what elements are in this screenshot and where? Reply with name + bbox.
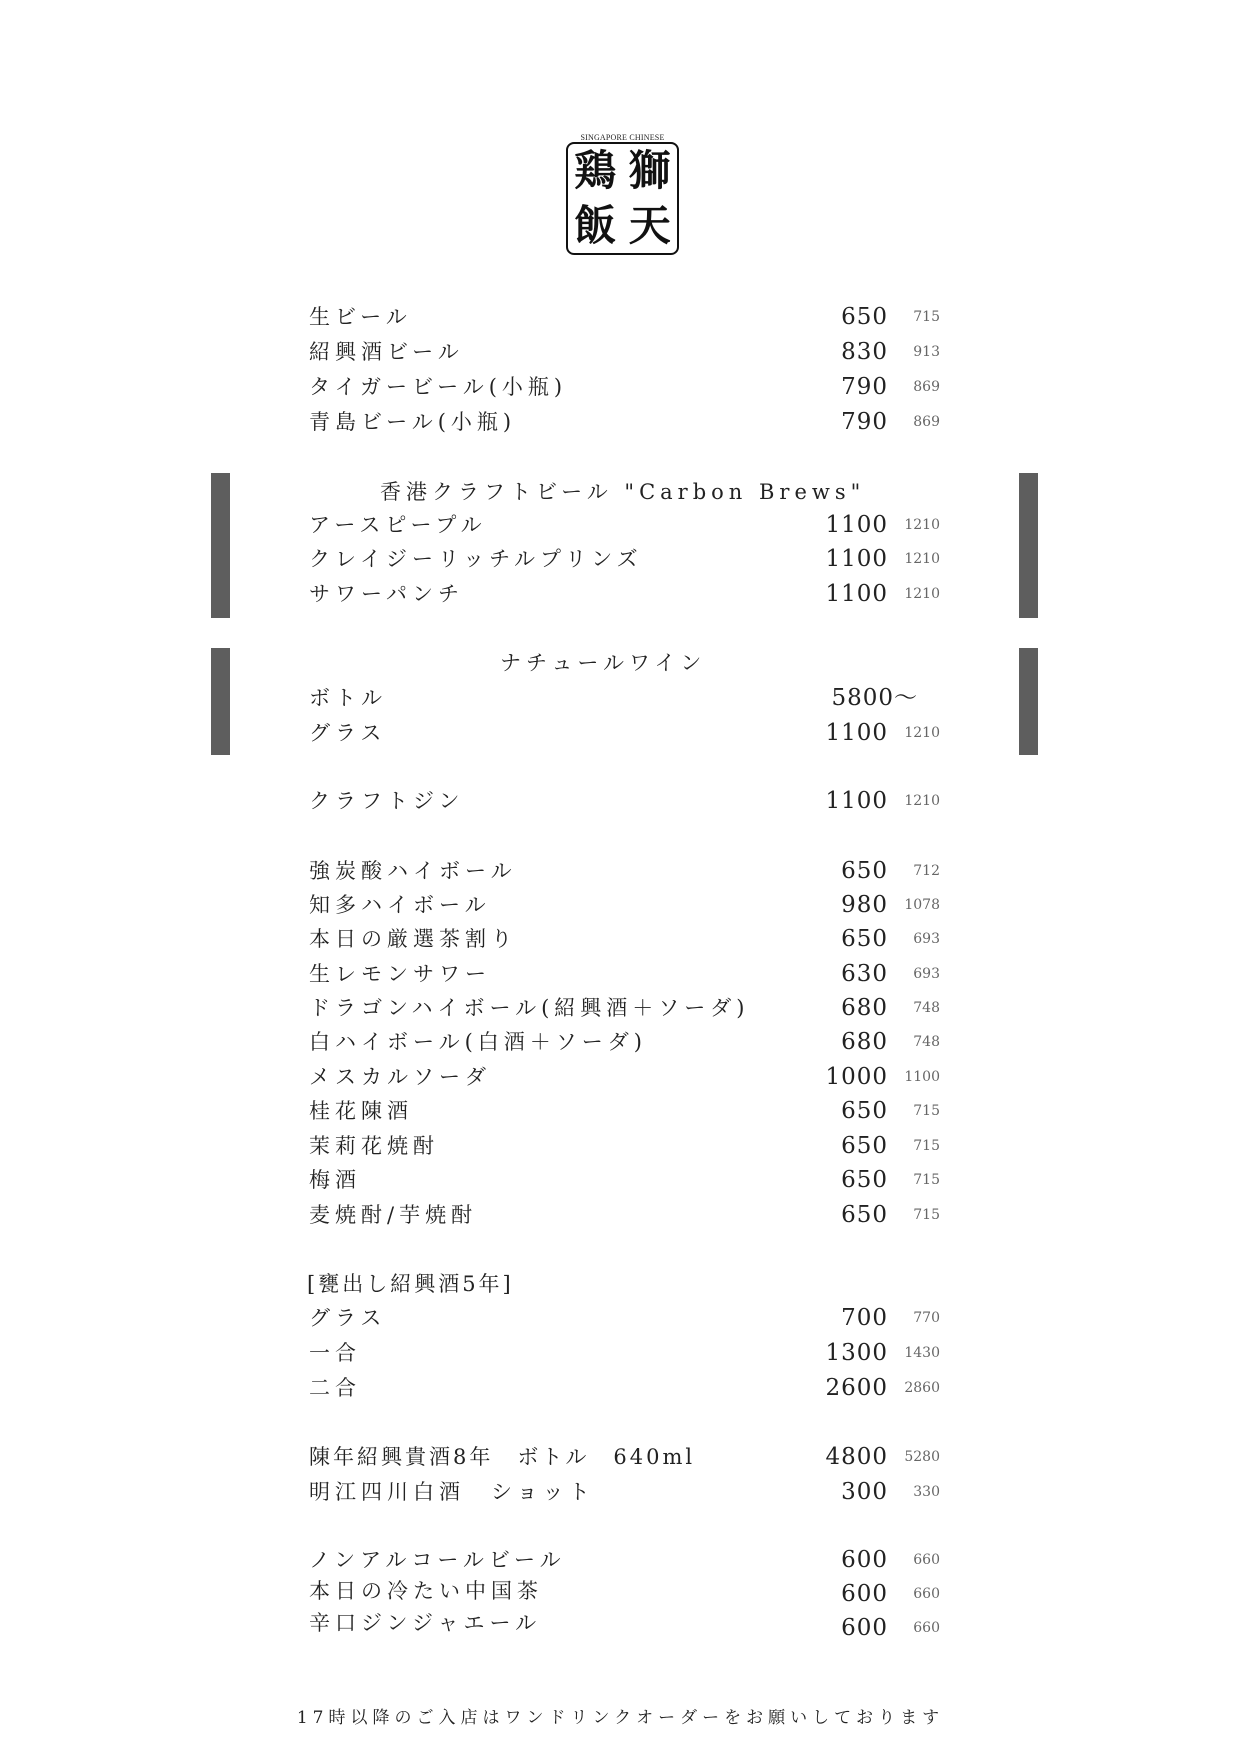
menu-item-name: 強炭酸ハイボール bbox=[309, 859, 517, 883]
menu-item-name: グラス bbox=[309, 1306, 387, 1330]
left-decor-bar bbox=[211, 648, 230, 755]
menu-item-name: 梅酒 bbox=[309, 1168, 361, 1192]
menu-item-tax-price: 770 bbox=[913, 1310, 940, 1326]
menu-item-name: 生レモンサワー bbox=[309, 962, 491, 986]
menu-item-price: 1100 bbox=[825, 546, 888, 572]
menu-item-name: 陳年紹興貴酒8年 ボトル 640ml bbox=[309, 1445, 696, 1469]
menu-item-tax-price: 715 bbox=[913, 1172, 940, 1188]
menu-item-price: 1000 bbox=[825, 1064, 888, 1090]
menu-item-tax-price: 660 bbox=[913, 1552, 940, 1568]
menu-item-price: 650 bbox=[841, 1167, 888, 1193]
menu-item-tax-price: 1210 bbox=[904, 793, 940, 809]
menu-item-name: 桂花陳酒 bbox=[309, 1099, 413, 1123]
menu-item-name: クラフトジン bbox=[309, 789, 465, 813]
menu-item-name: 紹興酒ビール bbox=[309, 340, 464, 364]
menu-item-price: 600 bbox=[841, 1547, 888, 1573]
menu-item-name: 一合 bbox=[309, 1341, 361, 1365]
menu-item-name: 本日の冷たい中国茶 bbox=[309, 1579, 543, 1603]
menu-item-tax-price: 5280 bbox=[904, 1449, 940, 1465]
menu-item-price: 600 bbox=[841, 1581, 888, 1607]
menu-item-name: メスカルソーダ bbox=[309, 1065, 491, 1089]
logo-subtitle: SINGAPORE CHINESE bbox=[580, 133, 665, 142]
menu-item-price: 300 bbox=[841, 1479, 888, 1505]
menu-item-name: タイガービール(小瓶) bbox=[309, 375, 568, 399]
menu-item-tax-price: 715 bbox=[913, 1103, 940, 1119]
menu-item-tax-price: 1210 bbox=[904, 586, 940, 602]
menu-item-tax-price: 693 bbox=[913, 931, 940, 947]
menu-item-price: 700 bbox=[841, 1305, 888, 1331]
menu-item-price: 790 bbox=[841, 374, 888, 400]
menu-item-name: 二合 bbox=[309, 1376, 361, 1400]
menu-item-price: 830 bbox=[841, 339, 888, 365]
menu-item-tax-price: 869 bbox=[913, 414, 940, 430]
menu-item-price: 4800 bbox=[825, 1444, 888, 1470]
menu-item-price: 1300 bbox=[825, 1340, 888, 1366]
logo-box bbox=[566, 142, 679, 255]
menu-item-price: 650 bbox=[841, 304, 888, 330]
menu-item-name: 青島ビール(小瓶) bbox=[309, 410, 517, 434]
menu-item-name: 辛口ジンジャエール bbox=[309, 1611, 542, 1635]
menu-item-tax-price: 1210 bbox=[904, 517, 940, 533]
menu-item-name: グラス bbox=[309, 721, 387, 745]
menu-item-name: 知多ハイボール bbox=[309, 893, 491, 917]
right-decor-bar bbox=[1019, 473, 1038, 618]
menu-item-price: 980 bbox=[841, 892, 888, 918]
menu-item-price: 630 bbox=[841, 961, 888, 987]
menu-item-name: 生ビール bbox=[309, 305, 412, 329]
menu-item-price: 5800～ bbox=[831, 685, 918, 711]
footer-note: 17時以降のご入店はワンドリンクオーダーをお願いしております bbox=[296, 1708, 945, 1728]
menu-item-name: ドラゴンハイボール(紹興酒＋ソーダ) bbox=[309, 996, 750, 1020]
logo-char: 鶏 bbox=[574, 146, 617, 196]
menu-item-price: 600 bbox=[841, 1615, 888, 1641]
menu-item-name: ノンアルコールビール bbox=[309, 1548, 566, 1572]
menu-item-price: 650 bbox=[841, 1202, 888, 1228]
logo-char: 飯 bbox=[574, 200, 617, 250]
section-heading: [甕出し紹興酒5年] bbox=[307, 1272, 514, 1296]
menu-item-price: 680 bbox=[841, 995, 888, 1021]
menu-item-tax-price: 715 bbox=[913, 1138, 940, 1154]
menu-item-price: 650 bbox=[841, 858, 888, 884]
menu-item-tax-price: 660 bbox=[913, 1620, 940, 1636]
menu-item-tax-price: 660 bbox=[913, 1586, 940, 1602]
menu-item-tax-price: 712 bbox=[913, 863, 940, 879]
menu-item-tax-price: 1210 bbox=[904, 725, 940, 741]
menu-item-tax-price: 1100 bbox=[904, 1069, 940, 1085]
menu-item-name: ボトル bbox=[309, 686, 387, 710]
menu-item-name: アースピープル bbox=[309, 513, 487, 537]
menu-item-tax-price: 748 bbox=[913, 1000, 940, 1016]
menu-item-name: 麦焼酎/芋焼酎 bbox=[309, 1203, 478, 1227]
left-decor-bar bbox=[211, 473, 230, 618]
menu-item-price: 2600 bbox=[825, 1375, 888, 1401]
menu-item-price: 1100 bbox=[825, 512, 888, 538]
logo-char: 天 bbox=[628, 200, 671, 250]
menu-item-name: 白ハイボール(白酒＋ソーダ) bbox=[309, 1030, 647, 1054]
logo-char: 獅 bbox=[628, 146, 671, 196]
menu-item-tax-price: 715 bbox=[913, 309, 940, 325]
menu-item-tax-price: 913 bbox=[913, 344, 940, 360]
menu-item-tax-price: 748 bbox=[913, 1034, 940, 1050]
menu-item-price: 1100 bbox=[825, 788, 888, 814]
menu-item-name: サワーパンチ bbox=[309, 582, 464, 606]
menu-item-price: 650 bbox=[841, 1098, 888, 1124]
menu-item-name: クレイジーリッチルプリンズ bbox=[309, 547, 643, 571]
right-decor-bar bbox=[1019, 648, 1038, 755]
section-heading: 香港クラフトビール "Carbon Brews" bbox=[380, 480, 866, 504]
menu-item-tax-price: 869 bbox=[913, 379, 940, 395]
menu-item-price: 1100 bbox=[825, 720, 888, 746]
section-heading: ナチュールワイン bbox=[500, 651, 707, 675]
menu-item-price: 650 bbox=[841, 1133, 888, 1159]
logo bbox=[566, 133, 679, 255]
menu-item-price: 790 bbox=[841, 409, 888, 435]
menu-item-tax-price: 1430 bbox=[904, 1345, 940, 1361]
menu-item-tax-price: 330 bbox=[913, 1484, 940, 1500]
menu-item-tax-price: 1210 bbox=[904, 551, 940, 567]
menu-item-name: 茉莉花焼酎 bbox=[309, 1134, 439, 1158]
menu-item-tax-price: 2860 bbox=[904, 1380, 940, 1396]
menu-item-tax-price: 715 bbox=[913, 1207, 940, 1223]
menu-item-price: 1100 bbox=[825, 581, 888, 607]
menu-item-price: 650 bbox=[841, 926, 888, 952]
menu-item-name: 明江四川白酒 ショット bbox=[309, 1480, 595, 1504]
menu-item-tax-price: 1078 bbox=[904, 897, 940, 913]
menu-item-tax-price: 693 bbox=[913, 966, 940, 982]
menu-item-name: 本日の厳選茶割り bbox=[309, 927, 517, 951]
menu-item-price: 680 bbox=[841, 1029, 888, 1055]
